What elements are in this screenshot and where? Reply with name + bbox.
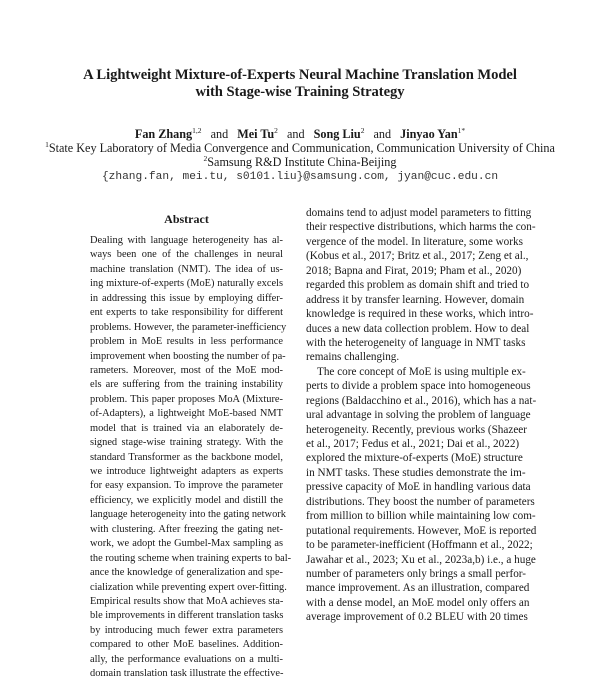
body-text-line: average improvement of 0.2 BLEU with 20 times	[306, 611, 528, 624]
body-text-line: ural advantage in solving the problem of language	[306, 409, 531, 422]
abstract-line: problem in MoE results in less performance	[90, 336, 283, 348]
abstract-line: we introduce lightweight adapters as experts	[90, 466, 283, 477]
body-text-line: with the heterogeneity of language in NMT tasks	[306, 336, 526, 349]
body-text-line: explored the mixture-of-experts (MoE) structure	[306, 452, 523, 465]
body-text-line: 2018; Bapna and Firat, 2019; Pham et al., 2020)	[306, 264, 522, 277]
abstract-line: machine translation (NMT). The idea of us-	[90, 263, 283, 275]
abstract-line: Dealing with language heterogeneity has al-	[90, 235, 283, 246]
paper-title	[0, 67, 600, 101]
body-text-line: remains challenging.	[306, 351, 400, 364]
body-text-line: pressive capacity of MoE in handling various data	[306, 481, 531, 494]
abstract-line: in addressing this issue by employing differ-	[90, 292, 283, 304]
author-separator: and	[286, 127, 305, 141]
abstract-line: ing mixture-of-experts (MoE) naturally excels	[90, 278, 283, 290]
author-emails: {zhang.fan, mei.tu, s0101.liu}@samsung.com, jyan@cuc.edu.cn	[101, 171, 499, 183]
abstract-body	[90, 234, 292, 680]
abstract-line: of-Adapters), a lightweight MoE-based NMT	[90, 408, 283, 420]
abstract-line: with clustering. After freezing the gating net-	[90, 523, 283, 535]
abstract-heading: Abstract	[164, 212, 209, 226]
abstract-line: rameters. Moreover, most of the MoE mod-	[90, 364, 283, 376]
abstract-line: standard Transformer as the backbone model,	[90, 451, 283, 463]
abstract-line: els are suffering from the training instability	[90, 379, 283, 391]
abstract-line: improvement when boosting the number of pa-	[90, 350, 286, 362]
abstract-line: ways been one of the challenges in neural	[90, 249, 283, 261]
author-affiliation-marker: 1*	[457, 126, 466, 135]
abstract-line: Empirical results show that MoA achieves sta-	[90, 595, 284, 607]
body-text-line: address it by transfer learning. However, domain	[306, 293, 525, 306]
abstract-line: for easy expansion. To improve the parameter	[90, 480, 283, 492]
body-text-line: in NMT tasks. These studies demonstrate the im-	[306, 466, 526, 479]
author-list	[0, 127, 600, 141]
author-affiliation-marker: 2	[360, 126, 365, 135]
author-separator: and	[373, 127, 392, 141]
body-text-line: regarded this problem as domain shift and tried to	[306, 279, 530, 292]
body-text-line: from million to billion while maintaining low com-	[306, 510, 536, 523]
body-text-line: heterogeneity. Recently, previous works (Shazeer	[306, 423, 527, 436]
abstract-line: cialization while preventing expert over-fitting.	[90, 581, 287, 593]
abstract-line: ally, the performance evaluations on a multi-	[90, 653, 283, 665]
body-text-line: duces a new data collection problem. How to deal	[306, 322, 530, 335]
abstract-line: compared to other MoE baselines. Addition-	[90, 639, 283, 651]
abstract-line: model that is trained via an elaborately de-	[90, 422, 283, 434]
abstract-line: ble improvements in different translation tasks	[90, 610, 284, 622]
abstract-line: efficiency, we explicitly model and distill the	[90, 494, 283, 506]
body-text-line: Jawahar et al., 2023; Xu et al., 2023a,b) i.e., a huge	[306, 553, 536, 566]
abstract-line: work, we adopt the Gumbel-Max sampling as	[90, 538, 283, 550]
affiliation-text: Samsung R&D Institute China-Beijing	[207, 155, 397, 169]
abstract-line: signed stage-wise training strategy. With the	[90, 437, 283, 449]
author-affiliation-marker: 1,2	[192, 126, 202, 135]
title-line-2: with Stage-wise Training Strategy	[195, 84, 405, 100]
body-text-line: mance improvement. As an illustration, compared	[306, 582, 530, 595]
body-text-line: vergence of the model. In literature, some works	[306, 235, 523, 248]
body-text-line: et al., 2017; Fedus et al., 2021; Dai et al., 2022)	[306, 438, 520, 450]
affiliation-marker: 2	[203, 154, 208, 163]
abstract-line: ance the knowledge of generalization and spe-	[90, 567, 283, 579]
author-affiliation-marker: 2	[274, 126, 278, 135]
body-text-line: The core concept of MoE is using multiple ex-	[317, 365, 526, 378]
abstract-line: problems. However, the parameter-inefficiency	[90, 321, 287, 333]
abstract-line: ent experts to take responsibility for different	[90, 307, 283, 319]
abstract-line: language heterogeneity into the gating network	[90, 509, 286, 521]
affiliation-2	[0, 155, 600, 169]
body-text-line: number of parameters only brings a small perfor-	[306, 567, 527, 580]
body-text-line: perts to divide a problem space into homogeneous	[306, 380, 531, 393]
body-text-line: (Kobus et al., 2017; Britz et al., 2017; Zeng et al.,	[306, 250, 529, 263]
author-name: Mei Tu	[237, 127, 275, 141]
affiliation-marker: 1	[45, 140, 49, 149]
abstract-line: by introducing much fewer extra parameters	[90, 624, 283, 636]
introduction-body	[306, 206, 537, 624]
affiliation-1	[0, 141, 600, 155]
affiliation-text: State Key Laboratory of Media Convergence and Communication, Communication University of China	[48, 141, 555, 155]
title-line-1: A Lightweight Mixture-of-Experts Neural Machine Translation Model	[83, 67, 517, 83]
body-text-line: knowledge is required in these works, which intro-	[306, 308, 534, 321]
author-separator: and	[210, 127, 229, 141]
author-name: Song Liu	[313, 127, 361, 141]
body-text-line: distributions. They boost the number of parameters	[306, 495, 535, 508]
abstract-line: problem. This paper proposes MoA (Mixture-	[90, 393, 283, 405]
body-text-line: domains tend to adjust model parameters to fitting	[306, 207, 532, 219]
body-text-line: to be parameter-inefficient (Hoffmann et al., 2022;	[306, 539, 533, 552]
abstract-line: the routing scheme when training experts to bal-	[90, 552, 292, 564]
author-name: Jinyao Yan	[400, 127, 458, 141]
body-text-line: their respective distributions, which harms the con-	[306, 221, 536, 234]
body-text-line: with a dense model, an MoE model only offers an	[306, 596, 530, 609]
body-text-line: putational requirements. However, MoE is reported	[306, 524, 537, 537]
abstract-line: domain translation task illustrate the effective-	[90, 668, 284, 680]
author-name: Fan Zhang	[134, 127, 193, 141]
body-text-line: regions (Baldacchino et al., 2016), which has a nat-	[306, 394, 537, 407]
